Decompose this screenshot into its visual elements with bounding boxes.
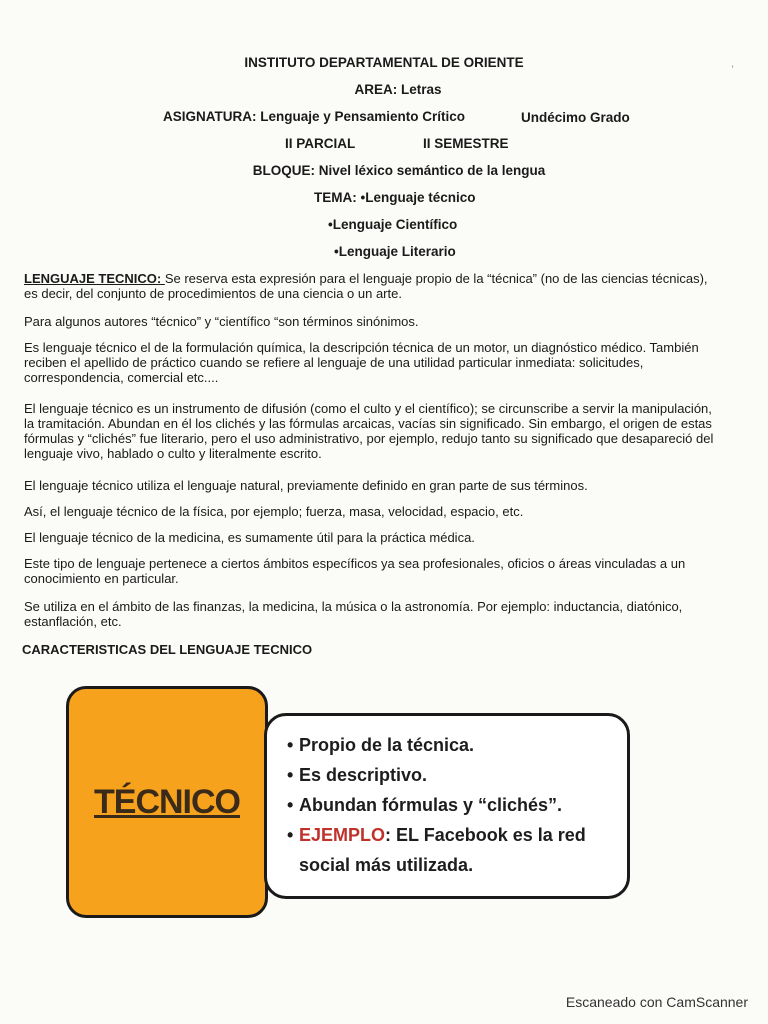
topic-line-1: TEMA: •Lenguaje técnico xyxy=(314,190,476,205)
bullet-icon: • xyxy=(287,735,294,755)
list-item-text: Abundan fórmulas y “clichés”. xyxy=(299,795,563,815)
paragraph-7: El lenguaje técnico de la medicina, es sumamente útil para la práctica médica. xyxy=(24,530,475,545)
example-label: EJEMPLO xyxy=(299,825,386,845)
paragraph-6: Así, el lenguaje técnico de la física, por ejemplo; fuerza, masa, velocidad, espacio, etc. xyxy=(24,504,524,519)
block-line: BLOQUE: Nivel léxico semántico de la lengua xyxy=(252,163,546,178)
characteristics-box xyxy=(264,713,630,899)
section-title: CARACTERISTICAS DEL LENGUAJE TECNICO xyxy=(22,642,313,657)
bullet-icon: • xyxy=(287,825,294,845)
paragraph-8: Este tipo de lenguaje pertenece a ciertos ámbitos específicos ya sea profesionales, oficios o áreas vinculadas a un conocimiento en particular. xyxy=(24,556,686,586)
topic-line-3: •Lenguaje Literario xyxy=(334,244,456,259)
scanner-watermark: Escaneado con CamScanner xyxy=(565,994,748,1010)
grade-line: Undécimo Grado xyxy=(521,110,630,125)
subject-line: ASIGNATURA: Lenguaje y Pensamiento Crítico xyxy=(163,109,466,124)
paragraph-1-text: Se reserva esta expresión para el lenguaje propio de la “técnica” (no de las ciencias técnicas), es decir, del conjunto de procedimientos de una ciencia o un arte. xyxy=(24,271,708,301)
partial-line: II PARCIAL xyxy=(285,136,356,151)
paragraph-2: Para algunos autores “técnico” y “científico “son términos sinónimos. xyxy=(24,314,419,329)
list-item-continuation xyxy=(287,850,617,880)
area-line: AREA: Letras xyxy=(354,82,442,97)
paragraph-definition xyxy=(24,271,724,301)
paragraph-5: El lenguaje técnico utiliza el lenguaje natural, previamente definido en gran parte de sus términos. xyxy=(24,478,588,493)
term-label: LENGUAJE TECNICO: xyxy=(24,271,165,286)
list-item xyxy=(287,790,617,820)
technical-card-label-box xyxy=(66,686,268,918)
bullet-icon: • xyxy=(287,795,294,815)
list-item xyxy=(287,760,617,790)
list-item xyxy=(287,730,617,760)
characteristics-list xyxy=(267,716,627,880)
example-continuation: social más utilizada. xyxy=(299,855,474,875)
list-item-text: Propio de la técnica. xyxy=(299,735,475,755)
paragraph-3: Es lenguaje técnico el de la formulación química, la descripción técnica de un motor, un diagnóstico médico. También reciben el apellido de práctico cuando se refiere al lenguaje de una utilidad particular inmediata: solicitudes, correspondencia, comercial etc.... xyxy=(24,340,699,385)
list-item-text: Es descriptivo. xyxy=(299,765,428,785)
paragraph-4: El lenguaje técnico es un instrumento de difusión (como el culto y el científico); se circunscribe a servir la manipulación, la tramitación. Abundan en él los clichés y las fórmulas arcaicas, vacías sin significado. Sin embargo, el origen de estas fórmulas y “clichés” fue literario, pero el uso administrativo, por ejemplo, redujo tanto su significado que desapareció del lenguaje vivo, hablado o culto y literalmente escrito. xyxy=(24,401,714,461)
institution-title: INSTITUTO DEPARTAMENTAL DE ORIENTE xyxy=(244,55,524,70)
example-text: : EL Facebook es la red xyxy=(385,825,586,845)
paragraph-9: Se utiliza en el ámbito de las finanzas, la medicina, la música o la astronomía. Por ejemplo: inductancia, diatónico, estanflación, etc. xyxy=(24,599,683,629)
list-item xyxy=(287,820,617,850)
semester-line: II SEMESTRE xyxy=(423,136,509,151)
technical-word: TÉCNICO xyxy=(94,783,240,821)
bullet-icon: • xyxy=(287,765,294,785)
topic-line-2: •Lenguaje Científico xyxy=(328,217,458,232)
scan-mark: ˒ xyxy=(731,60,735,71)
